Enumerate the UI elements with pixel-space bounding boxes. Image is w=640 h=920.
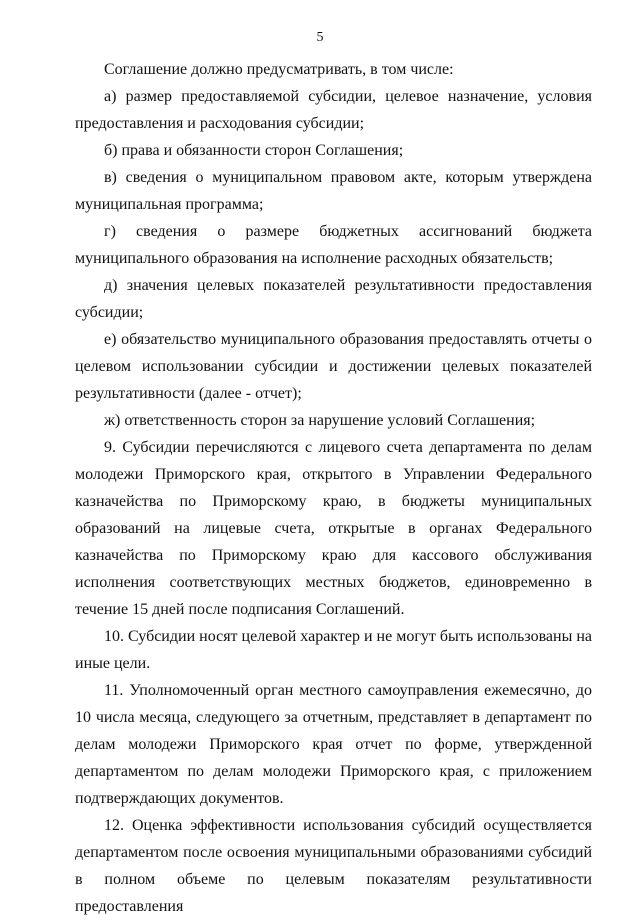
paragraph-clause-11: 11. Уполномоченный орган местного самоуправления ежемесячно, до 10 числа месяца, следующего за отчетным, представляет в департамент по делам молодежи Приморского края отчет по форме, утвержденной департаментом по делам молодежи Приморского края, с приложением подтверждающих документов.: [75, 682, 592, 807]
paragraph-clause-9: 9. Субсидии перечисляются с лицевого счета департамента по делам молодежи Приморского края, открытого в Управлении Федерального казначейства по Приморскому краю, в бюджеты муниципальных образований на лицевые счета, открытые в органах Федерального казначейства по Приморскому краю для кассового обслуживания исполнения соответствующих местных бюджетов, единовременно в течение 15 дней после подписания Соглашений.: [75, 439, 592, 618]
paragraph-clause-12: 12. Оценка эффективности использования субсидий осуществляется департаментом после освоения муниципальными образованиями субсидий в полном объеме по целевым показателям результативности предоставления: [75, 817, 592, 915]
document-body: [75, 56, 592, 920]
paragraph-item-e: е) обязательство муниципального образования предоставлять отчеты о целевом использовании субсидии и достижении целевых показателей результативности (далее - отчет);: [75, 331, 592, 402]
paragraph-item-b: б) права и обязанности сторон Соглашения;: [104, 142, 404, 159]
page-number: 5: [316, 30, 324, 45]
paragraph-item-a: а) размер предоставляемой субсидии, целевое назначение, условия предоставления и расходования субсидии;: [75, 88, 592, 132]
paragraph-agreement-intro: Соглашение должно предусматривать, в том числе:: [104, 61, 454, 78]
paragraph-item-zh: ж) ответственность сторон за нарушение условий Соглашения;: [104, 412, 536, 429]
paragraph-clause-10: 10. Субсидии носят целевой характер и не могут быть использованы на иные цели.: [75, 628, 592, 672]
paragraph-item-d: д) значения целевых показателей результативности предоставления субсидии;: [75, 277, 592, 321]
paragraph-item-g: г) сведения о размере бюджетных ассигнований бюджета муниципального образования на исполнение расходных обязательств;: [75, 223, 592, 267]
paragraph-item-v: в) сведения о муниципальном правовом акте, которым утверждена муниципальная программа;: [75, 169, 592, 213]
